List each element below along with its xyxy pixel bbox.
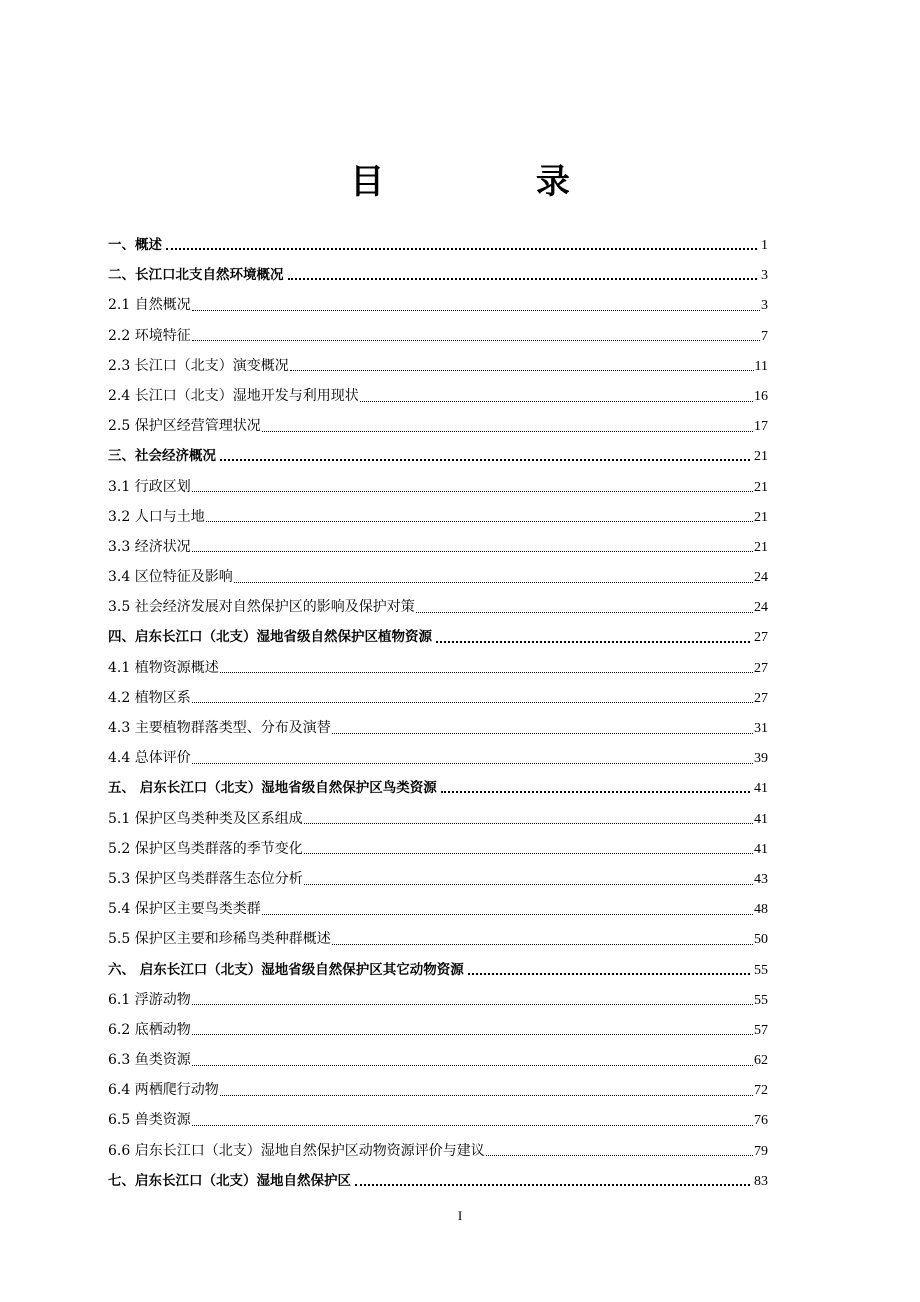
toc-entry-label: 七、启东长江口（北支）湿地自然保护区	[108, 1172, 351, 1189]
toc-dot-leader	[262, 431, 753, 432]
toc-dot-leader	[416, 612, 753, 613]
page-title-char-2: 录	[535, 162, 570, 202]
toc-dot-leader	[220, 1095, 753, 1096]
toc-dot-leader	[192, 1034, 753, 1035]
toc-entry-label: 一、概述	[108, 237, 162, 253]
toc-entry-page-number: 31	[754, 721, 768, 736]
toc-section-entry[interactable]	[108, 1045, 768, 1075]
toc-entry-label: 三、社会经济概况	[108, 448, 216, 465]
toc-entry-page-number: 41	[754, 841, 768, 857]
toc-chapter-entry[interactable]	[108, 955, 768, 985]
toc-chapter-entry[interactable]	[108, 1166, 768, 1196]
toc-entry-page-number: 17	[754, 419, 768, 435]
toc-entry-label: 2.5 保护区经营管理状况	[108, 418, 261, 435]
toc-dot-leader	[166, 248, 757, 250]
toc-dot-leader	[220, 672, 753, 673]
toc-section-entry[interactable]	[108, 924, 768, 954]
toc-entry-label: 5.4 保护区主要鸟类类群	[108, 901, 261, 918]
toc-entry-page-number: 24	[754, 570, 768, 586]
toc-dot-leader	[192, 491, 753, 492]
toc-entry-label: 4.1 植物资源概述	[108, 659, 219, 676]
toc-entry-page-number: 83	[754, 1173, 768, 1189]
toc-dot-leader	[355, 1184, 750, 1186]
toc-dot-leader	[304, 823, 753, 824]
toc-entry-page-number: 21	[754, 539, 768, 555]
toc-section-entry[interactable]	[108, 1136, 768, 1166]
toc-section-entry[interactable]	[108, 532, 768, 562]
toc-entry-page-number: 62	[754, 1053, 768, 1069]
toc-entry-label: 6.4 两栖爬行动物	[108, 1082, 219, 1099]
toc-entry-label: 4.2 植物区系	[108, 689, 191, 706]
toc-entry-label: 6.3 鱼类资源	[108, 1052, 191, 1069]
toc-entry-label: 2.2 环境特征	[108, 327, 191, 344]
toc-entry-page-number: 48	[754, 902, 768, 918]
toc-section-entry[interactable]	[108, 1105, 768, 1135]
toc-chapter-entry[interactable]	[108, 441, 768, 471]
toc-dot-leader	[206, 521, 753, 522]
toc-section-entry[interactable]	[108, 562, 768, 592]
toc-entry-label: 3.5 社会经济发展对自然保护区的影响及保护对策	[108, 599, 415, 616]
toc-section-entry[interactable]	[108, 804, 768, 834]
toc-section-entry[interactable]	[108, 472, 768, 502]
toc-chapter-entry[interactable]	[108, 230, 768, 260]
toc-entry-page-number: 11	[754, 358, 768, 374]
toc-entry-page-number: 21	[754, 509, 768, 525]
toc-dot-leader	[468, 973, 750, 975]
toc-dot-leader	[262, 914, 753, 915]
toc-entry-label: 5.3 保护区鸟类群落生态位分析	[108, 870, 303, 887]
toc-section-entry[interactable]	[108, 290, 768, 320]
page-title-char-1: 目	[350, 162, 385, 202]
toc-section-entry[interactable]	[108, 381, 768, 411]
toc-entry-page-number: 76	[754, 1113, 768, 1129]
toc-entry-label: 六、 启东长江口（北支）湿地省级自然保护区其它动物资源	[108, 961, 464, 978]
toc-entry-page-number: 39	[754, 751, 768, 767]
toc-entry-label: 四、启东长江口（北支）湿地省级自然保护区植物资源	[108, 629, 432, 646]
toc-dot-leader	[220, 459, 750, 461]
toc-entry-label: 4.4 总体评价	[108, 750, 191, 767]
toc-entry-label: 3.4 区位特征及影响	[108, 569, 233, 586]
toc-dot-leader	[288, 278, 758, 280]
toc-entry-page-number: 55	[754, 992, 768, 1008]
toc-dot-leader	[192, 340, 760, 341]
toc-dot-leader	[304, 884, 753, 885]
toc-section-entry[interactable]	[108, 1075, 768, 1105]
toc-section-entry[interactable]	[108, 502, 768, 532]
toc-entry-page-number: 27	[754, 690, 768, 706]
toc-dot-leader	[332, 733, 753, 734]
toc-entry-label: 2.1 自然概况	[108, 297, 191, 314]
toc-dot-leader	[192, 763, 753, 764]
toc-entry-page-number: 3	[761, 298, 768, 314]
toc-dot-leader	[360, 401, 753, 402]
toc-entry-page-number: 27	[754, 630, 768, 646]
toc-dot-leader	[332, 944, 753, 945]
toc-entry-label: 5.2 保护区鸟类群落的季节变化	[108, 840, 303, 857]
toc-dot-leader	[192, 702, 753, 703]
toc-entry-label: 二、长江口北支自然环境概况	[108, 267, 284, 284]
toc-entry-label: 五、 启东长江口（北支）湿地省级自然保护区鸟类资源	[108, 780, 437, 797]
toc-entry-label: 2.4 长江口（北支）湿地开发与利用现状	[108, 387, 359, 404]
toc-entry-page-number: 72	[754, 1083, 768, 1099]
toc-entry-label: 3.1 行政区划	[108, 478, 191, 495]
page-footer-number: I	[457, 1208, 463, 1223]
toc-entry-page-number: 57	[754, 1022, 768, 1038]
toc-entry-page-number: 55	[754, 962, 768, 978]
toc-entry-page-number: 41	[754, 811, 768, 827]
toc-section-entry[interactable]	[108, 894, 768, 924]
toc-section-entry[interactable]	[108, 683, 768, 713]
toc-section-entry[interactable]	[108, 864, 768, 894]
toc-entry-label: 6.5 兽类资源	[108, 1112, 191, 1129]
toc-dot-leader	[234, 582, 753, 583]
toc-entry-label: 5.1 保护区鸟类种类及区系组成	[108, 810, 303, 827]
toc-dot-leader	[441, 791, 750, 793]
toc-section-entry[interactable]	[108, 743, 768, 773]
toc-entry-label: 5.5 保护区主要和珍稀鸟类种群概述	[108, 931, 331, 948]
toc-dot-leader	[192, 1125, 753, 1126]
toc-chapter-entry[interactable]	[108, 260, 768, 290]
toc-section-entry[interactable]	[108, 592, 768, 622]
toc-entry-label: 6.1 浮游动物	[108, 991, 191, 1008]
toc-entry-page-number: 79	[754, 1143, 768, 1159]
toc-entry-label: 3.2 人口与土地	[108, 508, 205, 525]
toc-entry-page-number: 3	[761, 268, 768, 284]
toc-entry-page-number: 7	[761, 328, 768, 344]
toc-dot-leader	[192, 551, 753, 552]
toc-dot-leader	[486, 1155, 753, 1156]
toc-section-entry[interactable]	[108, 713, 768, 743]
toc-dot-leader	[192, 310, 760, 311]
toc-entry-label: 2.3 长江口（北支）演变概况	[108, 357, 289, 374]
toc-dot-leader	[192, 1004, 753, 1005]
toc-section-entry[interactable]	[108, 653, 768, 683]
page-title	[0, 158, 920, 206]
toc-entry-label: 4.3 主要植物群落类型、分布及演替	[108, 720, 331, 736]
toc-dot-leader	[304, 853, 753, 854]
toc-chapter-entry[interactable]	[108, 622, 768, 652]
table-of-contents	[108, 230, 768, 1196]
toc-entry-page-number: 1	[761, 238, 768, 253]
toc-section-entry[interactable]	[108, 1015, 768, 1045]
toc-entry-label: 6.2 底栖动物	[108, 1021, 191, 1038]
toc-dot-leader	[290, 370, 754, 371]
toc-chapter-entry[interactable]	[108, 773, 768, 803]
toc-entry-label: 3.3 经济状况	[108, 538, 191, 555]
toc-entry-page-number: 16	[754, 388, 768, 404]
toc-entry-page-number: 27	[754, 660, 768, 676]
toc-entry-page-number: 21	[754, 479, 768, 495]
toc-section-entry[interactable]	[108, 985, 768, 1015]
toc-entry-page-number: 50	[754, 932, 768, 948]
toc-section-entry[interactable]	[108, 411, 768, 441]
toc-entry-page-number: 24	[754, 600, 768, 616]
toc-section-entry[interactable]	[108, 351, 768, 381]
toc-dot-leader	[192, 1065, 753, 1066]
toc-dot-leader	[436, 641, 750, 643]
toc-entry-page-number: 41	[754, 781, 768, 797]
toc-section-entry[interactable]	[108, 834, 768, 864]
toc-entry-page-number: 43	[754, 871, 768, 887]
toc-section-entry[interactable]	[108, 321, 768, 351]
toc-entry-label: 6.6 启东长江口（北支）湿地自然保护区动物资源评价与建议	[108, 1142, 485, 1159]
toc-entry-page-number: 21	[754, 449, 768, 465]
